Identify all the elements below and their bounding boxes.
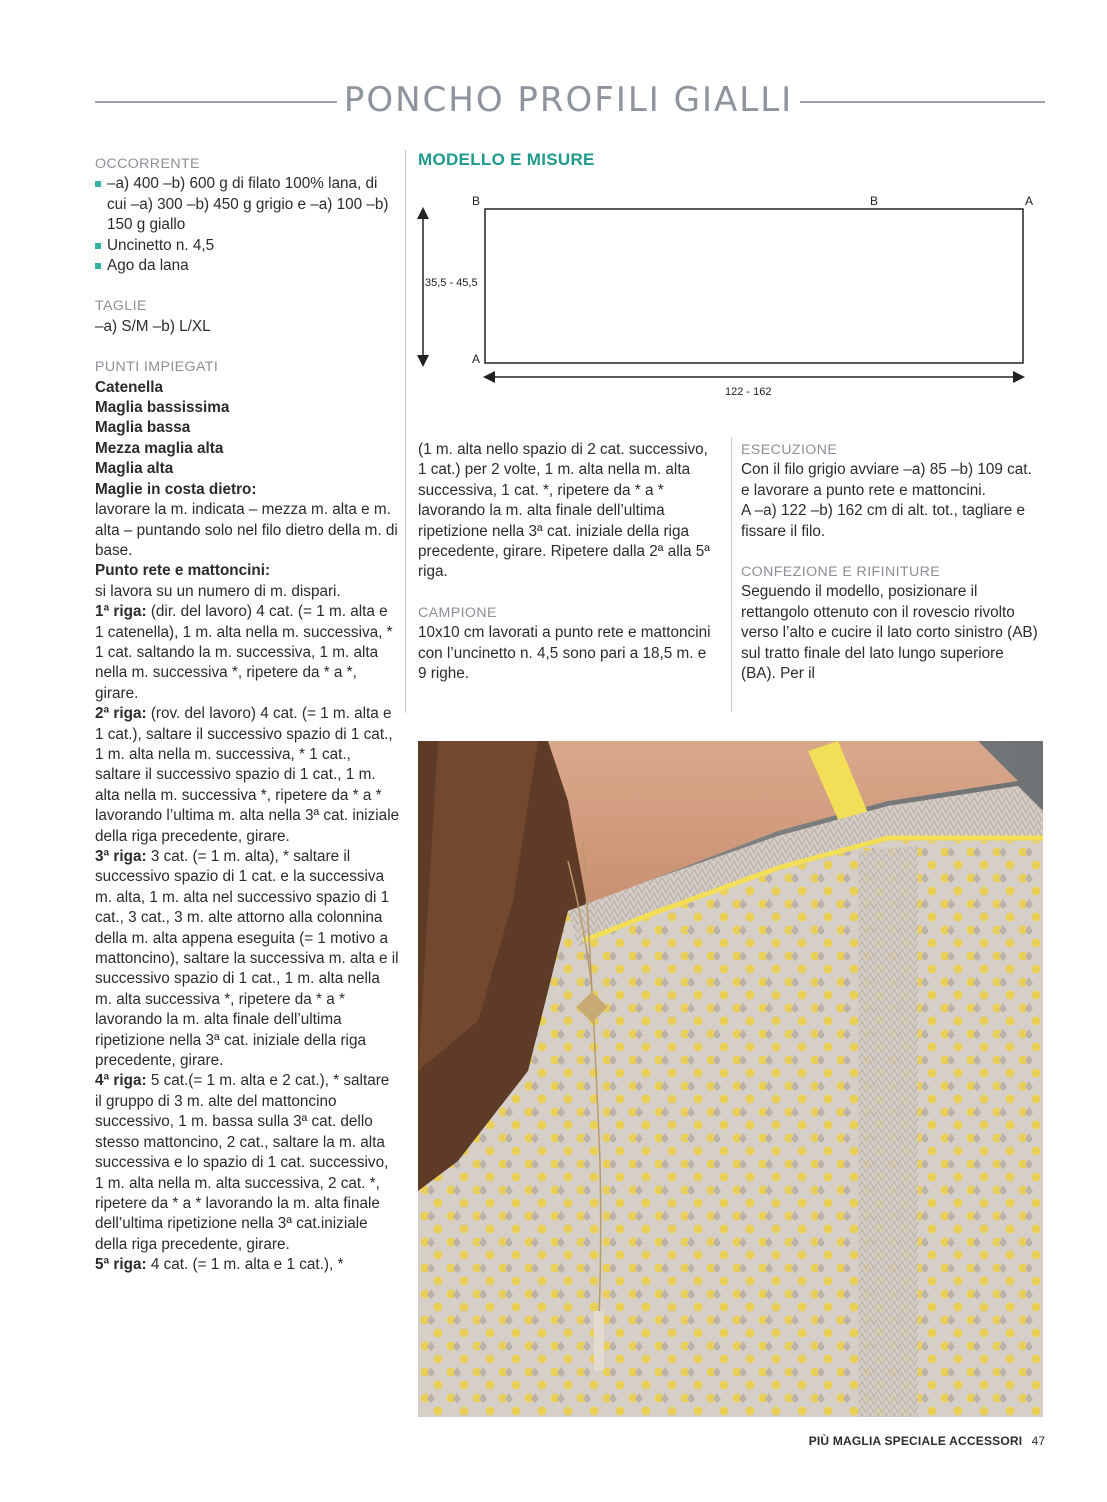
instructions-column-3: [741, 440, 1041, 684]
row-text: (dir. del lavoro) 4 cat. (= 1 m. alta e 1 catenella), 1 m. alta nella m. successiva, * 1 cat. saltando la m. successiva, 1 m. alta nella m. successiva *, ripetere da * a *, girare.: [95, 603, 393, 702]
stitch-name: Mezza maglia alta: [95, 439, 224, 457]
magazine-name: PIÙ MAGLIA SPECIALE ACCESSORI: [808, 1434, 1023, 1448]
esecuzione-text: A –a) 122 –b) 162 cm di alt. tot., tagliare e fissare il filo.: [741, 502, 1026, 540]
row-text: 5 cat.(= 1 m. alta e 2 cat.), * saltare il gruppo di 3 m. alte del mattoncino successivo, 1 m. bassa sulla 3ª cat. dello stesso mattoncino, 2 cat., saltare la m. alta successiva e lo spazio di 1 cat. successivo, 1 m. alta nella m. alta successiva, 2 cat. *, ripetere da * a * lavorando la m. alta finale dell’ultima ripetizione nella 3ª cat.iniziale della riga precedente, girare.: [95, 1072, 390, 1253]
row-label: 5ª riga:: [95, 1256, 147, 1274]
title-row: [95, 74, 1045, 130]
continued-text: (1 m. alta nello spazio di 2 cat. successivo, 1 cat.) per 2 volte, 1 m. alta nella m. alta successiva, 1 cat. *, ripetere da * a * lavorando la m. alta finale dell’ultima ripetizione nella 3ª cat. iniziale della riga precedente, girare. Ripetere dalla 2ª alla 5ª riga.: [418, 441, 710, 581]
stitch-name: Catenella: [95, 378, 164, 396]
occorrente-list: [95, 174, 400, 276]
row-text: 4 cat. (= 1 m. alta e 1 cat.), *: [146, 1256, 344, 1274]
row-instruction: [95, 602, 400, 704]
corner-label-a: A: [1025, 194, 1034, 208]
instructions-column-2: [418, 440, 716, 684]
row-instruction: [95, 847, 400, 1071]
diagram-heading: MODELLO E MISURE: [418, 150, 595, 169]
taglie-label: TAGLIE: [95, 298, 147, 315]
row-instruction: [95, 704, 400, 847]
column-divider: [731, 437, 732, 712]
title-rule-right: [800, 101, 1045, 103]
page-title: PONCHO PROFILI GIALLI: [343, 80, 794, 120]
width-label: 122 - 162: [725, 386, 772, 398]
campione-text: 10x10 cm lavorati a punto rete e mattoncini con l’uncinetto n. 4,5 sono pari a 18,5 m. e 9 righe.: [418, 624, 711, 683]
campione-label: CAMPIONE: [418, 604, 497, 621]
page-number: 47: [1031, 1434, 1045, 1448]
corner-label-b: B: [472, 194, 481, 208]
costa-text: lavorare la m. indicata – mezza m. alta e m. alta – puntando solo nel filo dietro della m. di base.: [95, 501, 398, 559]
poncho-photo: [418, 741, 1043, 1417]
costa-title: Maglie in costa dietro:: [95, 480, 257, 498]
list-item: –a) 400 –b) 600 g di filato 100% lana, di cui –a) 300 –b) 450 g grigio e –a) 100 –b) 150 g giallo: [95, 174, 400, 235]
row-instruction: [95, 1071, 400, 1255]
row-text: (rov. del lavoro) 4 cat. (= 1 m. alta e 1 cat.), saltare il successivo spazio di 1 cat., 1 m. alta nella m. successiva, * 1 cat., saltare il successivo spazio di 1 cat., 1 m. alta nella m. successiva *, ripetere da * a * lavorando l’ultima m. alta nella 3ª cat. iniziale della riga precedente, girare.: [95, 705, 400, 845]
pattern-diagram: [415, 185, 1045, 410]
page-footer: [780, 1434, 1045, 1448]
row-label: 2ª riga:: [95, 705, 147, 723]
height-label: 35,5 - 45,5: [425, 277, 478, 289]
row-label: 4ª riga:: [95, 1072, 147, 1090]
row-label: 1ª riga:: [95, 603, 147, 621]
punti-label: PUNTI IMPIEGATI: [95, 359, 219, 376]
list-item: Uncinetto n. 4,5: [95, 236, 400, 256]
confezione-text: Seguendo il modello, posizionare il rettangolo ottenuto con il rovescio rivolto verso l’alto e cucire il lato corto sinistro (AB) sul tratto finale del lato lungo superiore (BA). Per il: [741, 583, 1038, 683]
esecuzione-text: Con il filo grigio avviare –a) 85 –b) 109 cat. e lavorare a punto rete e mattoncini.: [741, 461, 1032, 499]
row-text: 3 cat. (= 1 m. alta), * saltare il successivo spazio di 1 cat. e la successiva m. alta, 1 m. alta nel successivo spazio di 1 cat., 3 cat., 3 m. alte attorno alla colonnina della m. alta appena eseguita (= 1 motivo a mattoncino), saltare la successiva m. alta e il successivo spazio di 1 cat., 1 m. alta nella m. alta successiva *, ripetere da * a * lavorando la m. alta finale dell’ultima ripetizione nella 3ª cat. iniziale della riga precedente, girare.: [95, 848, 399, 1070]
occorrente-label: OCCORRENTE: [95, 156, 200, 172]
row-label: 3ª riga:: [95, 848, 147, 865]
corner-label-a: A: [472, 352, 481, 366]
stitch-name: Maglia bassissima: [95, 399, 230, 417]
row-instruction: [95, 1255, 400, 1275]
rete-text: si lavora su un numero di m. dispari.: [95, 582, 341, 600]
corner-label-b: B: [870, 194, 879, 208]
title-rule-left: [95, 101, 337, 103]
list-item: Ago da lana: [95, 256, 400, 276]
stitch-name: Maglia bassa: [95, 419, 191, 437]
column-divider: [405, 150, 406, 713]
taglie-value: –a) S/M –b) L/XL: [95, 317, 211, 335]
rete-title: Punto rete e mattoncini:: [95, 562, 271, 580]
pattern-rectangle: [485, 209, 1023, 363]
materials-column: [95, 154, 400, 1276]
esecuzione-label: ESECUZIONE: [741, 442, 838, 458]
confezione-label: CONFEZIONE E RIFINITURE: [741, 564, 941, 581]
stitch-name: Maglia alta: [95, 460, 174, 478]
